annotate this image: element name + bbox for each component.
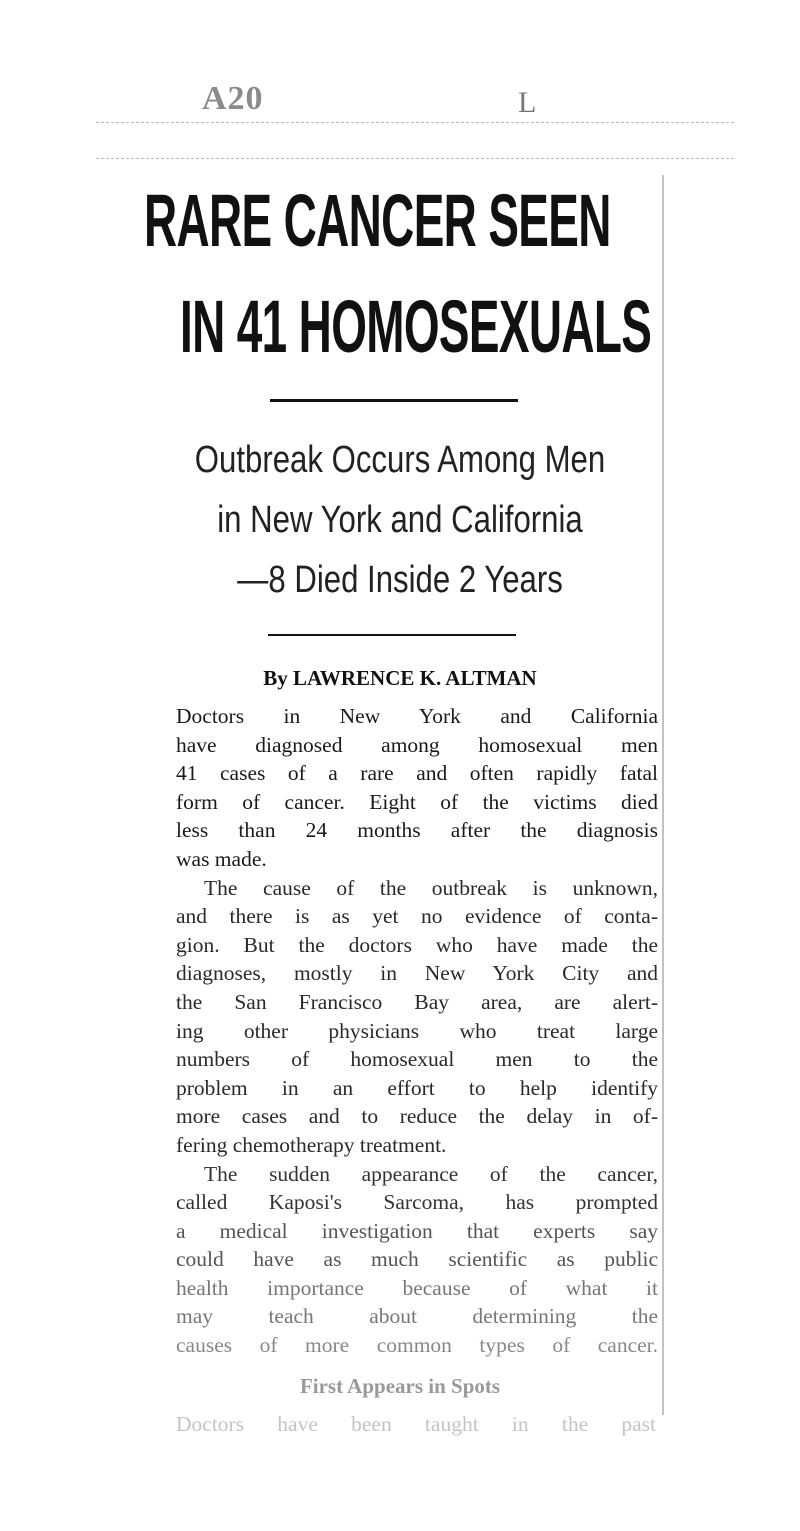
headline-line-2: IN 41 HOMOSEXUALS: [180, 285, 652, 368]
body-line: 41 cases of a rare and often rapidly fatal: [176, 761, 658, 786]
page-number: A20: [202, 80, 264, 117]
body-line: Doctors in New York and California: [176, 704, 658, 728]
body-line: gion. But the doctors who have made the: [176, 932, 658, 957]
body-line: more cases and to reduce the delay in of-: [176, 1104, 658, 1129]
paragraph-3: [148, 1160, 658, 1360]
body-line: form of cancer. Eight of the victims died: [176, 789, 658, 814]
body-line: could have as much scientific as public: [176, 1247, 658, 1272]
continuation-line: Doctors have been taught in the past: [176, 1412, 656, 1436]
body-line: was made.: [176, 846, 267, 871]
edition-mark: L: [518, 86, 537, 119]
column-rule: [662, 175, 664, 1415]
headline-rule: [270, 399, 518, 402]
headline-line-1: RARE CANCER SEEN: [144, 179, 611, 262]
deck-line-1: Outbreak Occurs Among Men: [194, 439, 606, 481]
top-divider-2: [96, 158, 736, 159]
deck: [187, 430, 613, 610]
article-body: [148, 702, 658, 1360]
body-line: problem in an effort to help identify: [176, 1075, 658, 1100]
deck-line-3: —8 Died Inside 2 Years: [237, 559, 563, 601]
top-divider: [96, 122, 736, 123]
body-line: causes of more common types of cancer.: [176, 1333, 658, 1358]
body-line: the San Francisco Bay area, are alert-: [176, 989, 658, 1014]
body-line: numbers of homosexual men to the: [176, 1047, 658, 1072]
body-line: ing other physicians who treat large: [176, 1018, 658, 1043]
body-line: diagnoses, mostly in New York City and: [176, 961, 658, 986]
body-line: have diagnosed among homosexual men: [176, 732, 658, 757]
paragraph-1: [148, 702, 658, 874]
body-line: may teach about determining the: [176, 1304, 658, 1329]
paragraph-2: [148, 874, 658, 1160]
body-line: called Kaposi's Sarcoma, has prompted: [176, 1190, 658, 1215]
body-line: a medical investigation that experts say: [176, 1218, 658, 1243]
deck-rule: [268, 634, 516, 636]
body-line: health importance because of what it: [176, 1275, 658, 1300]
body-line: less than 24 months after the diagnosis: [176, 818, 658, 843]
subhead: First Appears in Spots: [299, 1374, 501, 1398]
body-line: The cause of the outbreak is unknown,: [204, 875, 658, 900]
deck-line-2: in New York and California: [217, 499, 583, 541]
body-line: fering chemotherapy treatment.: [176, 1132, 447, 1157]
body-line: and there is as yet no evidence of conta-: [176, 904, 658, 929]
body-line: The sudden appearance of the cancer,: [204, 1161, 658, 1186]
byline: By LAWRENCE K. ALTMAN: [263, 666, 537, 690]
